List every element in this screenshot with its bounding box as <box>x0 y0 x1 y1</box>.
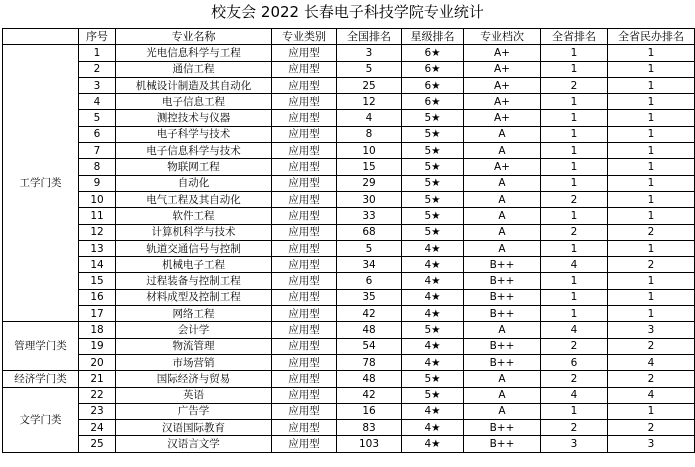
cell-name: 测控技术与仪器 <box>116 110 272 126</box>
cell-type: 应用型 <box>272 436 337 452</box>
table-row <box>3 45 695 61</box>
cell-name: 计算机科学与技术 <box>116 224 272 240</box>
cell-province: 1 <box>541 143 608 159</box>
table-row <box>3 273 695 289</box>
cell-province: 3 <box>541 436 608 452</box>
cell-province: 4 <box>541 322 608 338</box>
cell-no: 10 <box>79 191 116 207</box>
cell-national: 16 <box>337 403 402 419</box>
cell-name: 机械电子工程 <box>116 257 272 273</box>
category-cell: 工学门类 <box>3 45 79 322</box>
cell-name: 软件工程 <box>116 208 272 224</box>
cell-level: B++ <box>464 273 541 289</box>
cell-no: 15 <box>79 273 116 289</box>
table-row <box>3 403 695 419</box>
cell-no: 3 <box>79 77 116 93</box>
cell-type: 应用型 <box>272 61 337 77</box>
cell-level: A <box>464 224 541 240</box>
cell-national: 3 <box>337 45 402 61</box>
cell-star: 4★ <box>402 289 464 305</box>
cell-star: 4★ <box>402 420 464 436</box>
major-stats-table <box>2 28 695 453</box>
cell-name: 广告学 <box>116 403 272 419</box>
cell-type: 应用型 <box>272 224 337 240</box>
cell-province: 1 <box>541 61 608 77</box>
cell-star: 4★ <box>402 354 464 370</box>
cell-name: 市场营销 <box>116 354 272 370</box>
cell-private: 1 <box>608 208 695 224</box>
cell-private: 1 <box>608 273 695 289</box>
cell-name: 汉语言文学 <box>116 436 272 452</box>
cell-name: 会计学 <box>116 322 272 338</box>
table-row <box>3 436 695 452</box>
cell-level: A <box>464 371 541 387</box>
cell-private: 1 <box>608 94 695 110</box>
cell-level: A <box>464 208 541 224</box>
cell-national: 5 <box>337 61 402 77</box>
cell-no: 20 <box>79 354 116 370</box>
cell-private: 1 <box>608 126 695 142</box>
cell-private: 2 <box>608 371 695 387</box>
cell-national: 68 <box>337 224 402 240</box>
cell-star: 4★ <box>402 338 464 354</box>
cell-level: A <box>464 175 541 191</box>
cell-no: 9 <box>79 175 116 191</box>
cell-level: B++ <box>464 354 541 370</box>
table-row <box>3 94 695 110</box>
cell-no: 14 <box>79 257 116 273</box>
cell-private: 1 <box>608 240 695 256</box>
cell-type: 应用型 <box>272 420 337 436</box>
cell-no: 21 <box>79 371 116 387</box>
cell-no: 24 <box>79 420 116 436</box>
table-row <box>3 208 695 224</box>
cell-name: 国际经济与贸易 <box>116 371 272 387</box>
cell-province: 6 <box>541 354 608 370</box>
table-row <box>3 289 695 305</box>
cell-star: 5★ <box>402 143 464 159</box>
cell-level: A+ <box>464 110 541 126</box>
cell-level: A <box>464 403 541 419</box>
header-category <box>3 29 79 45</box>
cell-province: 1 <box>541 208 608 224</box>
table-row <box>3 61 695 77</box>
cell-province: 2 <box>541 338 608 354</box>
cell-name: 机械设计制造及其自动化 <box>116 77 272 93</box>
cell-type: 应用型 <box>272 77 337 93</box>
cell-type: 应用型 <box>272 338 337 354</box>
cell-level: A <box>464 387 541 403</box>
cell-type: 应用型 <box>272 322 337 338</box>
cell-province: 1 <box>541 403 608 419</box>
cell-level: A <box>464 191 541 207</box>
cell-private: 2 <box>608 338 695 354</box>
cell-type: 应用型 <box>272 110 337 126</box>
table-row <box>3 322 695 338</box>
cell-star: 6★ <box>402 45 464 61</box>
cell-province: 1 <box>541 110 608 126</box>
cell-name: 网络工程 <box>116 306 272 322</box>
table-row <box>3 126 695 142</box>
cell-name: 电气工程及其自动化 <box>116 191 272 207</box>
cell-star: 5★ <box>402 126 464 142</box>
cell-star: 4★ <box>402 436 464 452</box>
cell-type: 应用型 <box>272 191 337 207</box>
cell-private: 1 <box>608 110 695 126</box>
table-header-row <box>3 29 695 45</box>
cell-national: 29 <box>337 175 402 191</box>
cell-no: 1 <box>79 45 116 61</box>
cell-type: 应用型 <box>272 306 337 322</box>
cell-level: A+ <box>464 45 541 61</box>
table-row <box>3 354 695 370</box>
cell-level: A <box>464 143 541 159</box>
cell-type: 应用型 <box>272 208 337 224</box>
table-row <box>3 338 695 354</box>
cell-no: 25 <box>79 436 116 452</box>
cell-province: 1 <box>541 306 608 322</box>
cell-name: 自动化 <box>116 175 272 191</box>
cell-national: 103 <box>337 436 402 452</box>
cell-private: 1 <box>608 143 695 159</box>
cell-star: 5★ <box>402 191 464 207</box>
cell-type: 应用型 <box>272 289 337 305</box>
cell-province: 2 <box>541 77 608 93</box>
cell-private: 1 <box>608 403 695 419</box>
cell-private: 1 <box>608 289 695 305</box>
cell-province: 1 <box>541 289 608 305</box>
cell-star: 5★ <box>402 175 464 191</box>
cell-name: 电子科学与技术 <box>116 126 272 142</box>
cell-name: 汉语国际教育 <box>116 420 272 436</box>
cell-province: 1 <box>541 126 608 142</box>
header-cell: 全国排名 <box>337 29 402 45</box>
cell-type: 应用型 <box>272 175 337 191</box>
cell-national: 78 <box>337 354 402 370</box>
cell-level: A+ <box>464 159 541 175</box>
cell-star: 6★ <box>402 94 464 110</box>
cell-national: 42 <box>337 387 402 403</box>
cell-province: 2 <box>541 224 608 240</box>
cell-level: B++ <box>464 338 541 354</box>
cell-no: 13 <box>79 240 116 256</box>
cell-star: 4★ <box>402 273 464 289</box>
cell-private: 1 <box>608 306 695 322</box>
category-cell: 文学门类 <box>3 387 79 452</box>
cell-type: 应用型 <box>272 387 337 403</box>
cell-private: 2 <box>608 420 695 436</box>
category-cell: 经济学门类 <box>3 371 79 387</box>
cell-star: 4★ <box>402 257 464 273</box>
cell-national: 25 <box>337 77 402 93</box>
cell-national: 35 <box>337 289 402 305</box>
cell-no: 11 <box>79 208 116 224</box>
cell-level: A <box>464 240 541 256</box>
cell-name: 英语 <box>116 387 272 403</box>
table-row <box>3 175 695 191</box>
cell-star: 5★ <box>402 224 464 240</box>
cell-level: A+ <box>464 61 541 77</box>
cell-province: 1 <box>541 175 608 191</box>
cell-province: 2 <box>541 191 608 207</box>
cell-national: 83 <box>337 420 402 436</box>
header-cell: 星级排名 <box>402 29 464 45</box>
cell-private: 4 <box>608 387 695 403</box>
table-row <box>3 371 695 387</box>
cell-type: 应用型 <box>272 126 337 142</box>
table-body <box>3 45 695 452</box>
table-row <box>3 159 695 175</box>
cell-province: 1 <box>541 240 608 256</box>
cell-type: 应用型 <box>272 45 337 61</box>
cell-type: 应用型 <box>272 257 337 273</box>
cell-province: 1 <box>541 45 608 61</box>
cell-star: 5★ <box>402 387 464 403</box>
cell-private: 1 <box>608 159 695 175</box>
cell-name: 物联网工程 <box>116 159 272 175</box>
cell-province: 1 <box>541 159 608 175</box>
cell-national: 6 <box>337 273 402 289</box>
cell-national: 48 <box>337 322 402 338</box>
cell-national: 42 <box>337 306 402 322</box>
cell-national: 12 <box>337 94 402 110</box>
cell-level: A+ <box>464 77 541 93</box>
cell-province: 4 <box>541 257 608 273</box>
cell-level: B++ <box>464 420 541 436</box>
cell-level: B++ <box>464 289 541 305</box>
cell-level: A <box>464 322 541 338</box>
cell-no: 7 <box>79 143 116 159</box>
cell-national: 54 <box>337 338 402 354</box>
cell-type: 应用型 <box>272 354 337 370</box>
table-row <box>3 420 695 436</box>
table-row <box>3 224 695 240</box>
cell-province: 2 <box>541 420 608 436</box>
table-row <box>3 387 695 403</box>
cell-star: 4★ <box>402 306 464 322</box>
cell-no: 8 <box>79 159 116 175</box>
cell-star: 5★ <box>402 159 464 175</box>
cell-province: 2 <box>541 371 608 387</box>
cell-national: 33 <box>337 208 402 224</box>
table-row <box>3 257 695 273</box>
cell-name: 电子信息科学与技术 <box>116 143 272 159</box>
header-cell: 专业类别 <box>272 29 337 45</box>
cell-no: 22 <box>79 387 116 403</box>
header-cell: 专业档次 <box>464 29 541 45</box>
cell-no: 6 <box>79 126 116 142</box>
cell-national: 15 <box>337 159 402 175</box>
cell-private: 1 <box>608 191 695 207</box>
cell-no: 4 <box>79 94 116 110</box>
cell-type: 应用型 <box>272 94 337 110</box>
cell-no: 2 <box>79 61 116 77</box>
cell-star: 6★ <box>402 77 464 93</box>
cell-national: 30 <box>337 191 402 207</box>
cell-private: 1 <box>608 175 695 191</box>
cell-type: 应用型 <box>272 143 337 159</box>
cell-level: A <box>464 126 541 142</box>
table-row <box>3 240 695 256</box>
cell-private: 2 <box>608 224 695 240</box>
cell-level: B++ <box>464 306 541 322</box>
table-row <box>3 77 695 93</box>
cell-national: 34 <box>337 257 402 273</box>
cell-type: 应用型 <box>272 403 337 419</box>
cell-province: 4 <box>541 387 608 403</box>
cell-national: 5 <box>337 240 402 256</box>
cell-star: 5★ <box>402 110 464 126</box>
table-row <box>3 143 695 159</box>
cell-private: 1 <box>608 61 695 77</box>
cell-star: 5★ <box>402 371 464 387</box>
cell-private: 4 <box>608 354 695 370</box>
cell-type: 应用型 <box>272 159 337 175</box>
cell-no: 23 <box>79 403 116 419</box>
cell-level: B++ <box>464 257 541 273</box>
cell-national: 8 <box>337 126 402 142</box>
table-row <box>3 306 695 322</box>
cell-star: 4★ <box>402 240 464 256</box>
cell-no: 12 <box>79 224 116 240</box>
cell-level: B++ <box>464 436 541 452</box>
cell-private: 1 <box>608 45 695 61</box>
cell-no: 16 <box>79 289 116 305</box>
cell-no: 18 <box>79 322 116 338</box>
header-cell: 专业名称 <box>116 29 272 45</box>
cell-name: 通信工程 <box>116 61 272 77</box>
header-cell: 序号 <box>79 29 116 45</box>
cell-name: 物流管理 <box>116 338 272 354</box>
cell-private: 3 <box>608 322 695 338</box>
cell-national: 48 <box>337 371 402 387</box>
cell-private: 2 <box>608 257 695 273</box>
cell-name: 电子信息工程 <box>116 94 272 110</box>
cell-type: 应用型 <box>272 240 337 256</box>
cell-type: 应用型 <box>272 371 337 387</box>
cell-no: 17 <box>79 306 116 322</box>
page-title: 校友会 2022 长春电子科技学院专业统计 <box>211 3 484 21</box>
cell-level: A+ <box>464 94 541 110</box>
cell-private: 1 <box>608 77 695 93</box>
cell-no: 19 <box>79 338 116 354</box>
cell-star: 6★ <box>402 61 464 77</box>
cell-national: 10 <box>337 143 402 159</box>
header-cell: 全省排名 <box>541 29 608 45</box>
cell-name: 材料成型及控制工程 <box>116 289 272 305</box>
cell-province: 1 <box>541 273 608 289</box>
table-row <box>3 110 695 126</box>
cell-name: 过程装备与控制工程 <box>116 273 272 289</box>
cell-star: 5★ <box>402 208 464 224</box>
cell-name: 轨道交通信号与控制 <box>116 240 272 256</box>
cell-private: 3 <box>608 436 695 452</box>
table-row <box>3 191 695 207</box>
header-cell: 全省民办排名 <box>608 29 695 45</box>
cell-name: 光电信息科学与工程 <box>116 45 272 61</box>
cell-province: 1 <box>541 94 608 110</box>
cell-no: 5 <box>79 110 116 126</box>
cell-type: 应用型 <box>272 273 337 289</box>
cell-star: 5★ <box>402 322 464 338</box>
category-cell: 管理学门类 <box>3 322 79 371</box>
cell-national: 4 <box>337 110 402 126</box>
cell-star: 4★ <box>402 403 464 419</box>
